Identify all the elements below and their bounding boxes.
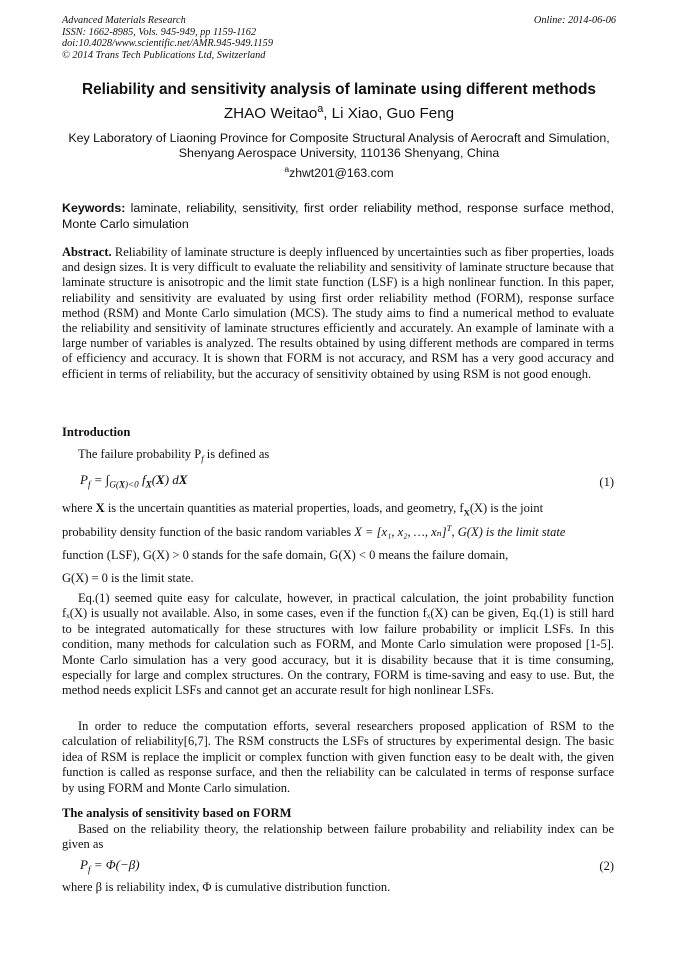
transpose-superscript: T bbox=[446, 522, 452, 533]
equation-1: $P_f = \int_{G(X)<0}$ $f_X(X)$ dX bbox=[80, 472, 188, 490]
affiliation-line-1: Key Laboratory of Liaoning Province for Composite Structural Analysis of Aerocraft and Simulation, bbox=[68, 131, 610, 145]
form-paragraph-1: Based on the reliability theory, the relationship between failure probability and reliability index can be given as bbox=[62, 822, 614, 852]
equation-2-number: (2) bbox=[599, 859, 614, 873]
abstract-text: Reliability of laminate structure is deeply influenced by uncertainties such as fiber properties, loads and design sizes. It is very difficult to evaluate the reliability and sensitivity of laminate structure because that laminate structure is anisotropic and the limit state function (LSF) is a high nonlinear function. In this paper, reliability and sensitivity are evaluated by using first order reliability method (FORM), response surface method (RSM) and Monte Carlo simulation (MCS). The study aims to find a numerical method to evaluate the reliability and sensitivity of laminate structures efficiently and accurately. An example of laminate with a large number of variables is analyzed. The results obtained by using different methods are compared in terms of efficiency and accuracy. It is shown that FORM is not accuracy, and RSM has a very good accuracy and efficient in terms of reliability, but the accuracy of sensitivity obtained by using RSM is not good enough. bbox=[62, 245, 614, 381]
paper-title: Reliability and sensitivity analysis of laminate using different methods bbox=[81, 81, 596, 98]
issn-line: ISSN: 1662-8985, Vols. 945-949, pp 1159-1162 bbox=[62, 26, 257, 38]
other-authors: , Li Xiao, Guo Feng bbox=[323, 105, 455, 122]
intro-paragraph-3: In order to reduce the computation efforts, several researchers proposed application of RSM to the calculation of reliability[6,7]. The RSM constructs the LSFs of structures by experimental design. The basic idea of RSM is replace the implicit or complex function with given function easy to be dealt with, the given function is called as response surface, and then the reliability can be calculated in terms of response surface by using FORM and Monte Carlo simulation. bbox=[62, 719, 614, 795]
where-text-cont: is the uncertain quantities as material properties, loads, and geometry, f bbox=[104, 501, 464, 515]
author-superscript: a bbox=[317, 102, 324, 115]
where-line-3: function (LSF), G(X) > 0 stands for the safe domain, G(X) < 0 means the failure domain, bbox=[62, 548, 509, 562]
first-author: ZHAO Weitao bbox=[223, 105, 318, 122]
keywords bbox=[62, 201, 614, 232]
intro-failure-probability-sentence bbox=[62, 447, 630, 462]
where-line-2 bbox=[62, 524, 614, 540]
equation-1-number: (1) bbox=[599, 475, 614, 489]
journal-header bbox=[62, 15, 616, 61]
abstract-label: Abstract. bbox=[62, 245, 112, 259]
keywords-text: laminate, reliability, sensitivity, first order reliability method, response surface method, Monte Carlo simulation bbox=[62, 201, 614, 231]
email-address: zhwt201@163.com bbox=[289, 166, 394, 180]
where-line-1: where X is the uncertain quantities as material properties, loads, and geometry, $f_X(X)$ is the joint bbox=[62, 501, 544, 518]
doi-line: doi:10.4028/www.scientific.net/AMR.945-949.1159 bbox=[62, 38, 273, 50]
affiliation-line-2: Shenyang Aerospace University, 110136 Shenyang, China bbox=[178, 146, 500, 160]
where2-end: , G(X) is the limit state bbox=[451, 525, 566, 539]
journal-name: Advanced Materials Research bbox=[62, 15, 186, 26]
where-line-4: G(X) = 0 is the limit state. bbox=[62, 571, 194, 585]
keywords-label: Keywords: bbox=[62, 201, 126, 215]
where-text: where bbox=[62, 501, 96, 515]
pf-subscript: f bbox=[201, 453, 204, 464]
copyright-line: © 2014 Trans Tech Publications Ltd, Switzerland bbox=[62, 49, 266, 61]
where2-text: probability density function of the basic random variables bbox=[62, 525, 355, 539]
intro-paragraph-2: Eq.(1) seemed quite easy for calculate, however, in practical calculation, the joint probability function fₓ(X) is usually not available. Also, in some cases, even if the function fₓ(X) can be given, Eq.(1) is still hard to be integrated automatically for these structures with low failure probability or implicit LSFs. In this condition, many methods for calculation such as FORM, and Monte Carlo simulation were proposed [1-5]. Monte Carlo simulation has a very good accuracy, but it is disability because that it is time consuming, especially for large and complex structures. On the contrary, FORM is time-saving and easy to use. But, the method needs explicit LSFs and cannot get an accurate result for high nonlinear LSFs. bbox=[62, 591, 614, 698]
email-superscript: a bbox=[284, 163, 290, 174]
online-date: Online: 2014-06-06 bbox=[533, 15, 616, 26]
random-vector: X = [x₁, x₂, …, xₙ] bbox=[354, 525, 447, 539]
symbol-x: X bbox=[95, 501, 105, 515]
abstract bbox=[62, 245, 614, 382]
form-where-line: where β is reliability index, Φ is cumulative distribution function. bbox=[62, 880, 391, 894]
where-text-end: (X) is the joint bbox=[469, 501, 544, 515]
author-email bbox=[62, 163, 616, 180]
intro-sentence-text: The failure probability P bbox=[78, 447, 202, 461]
author-list bbox=[62, 102, 616, 122]
affiliation bbox=[62, 131, 616, 161]
intro-sentence-end: is defined as bbox=[203, 447, 270, 461]
section-heading-introduction: Introduction bbox=[62, 425, 131, 439]
equation-2: $P_f = \Phi(-\beta)$ bbox=[80, 857, 140, 875]
section-heading-form: The analysis of sensitivity based on FORM bbox=[62, 806, 292, 820]
